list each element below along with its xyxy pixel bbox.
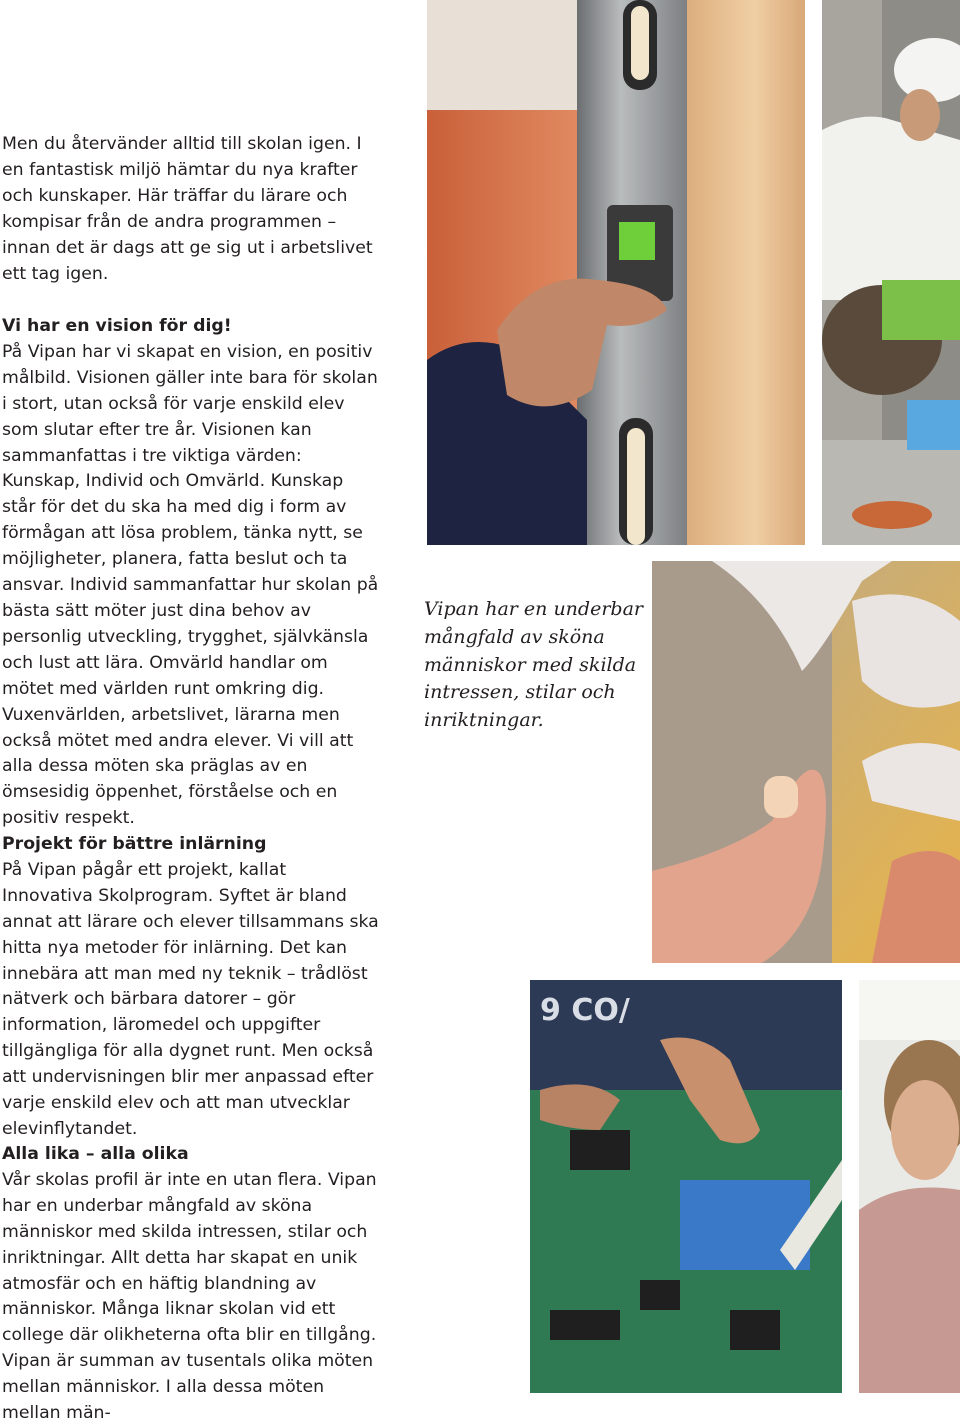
intro-section bbox=[2, 132, 380, 287]
projekt-paragraph: På Vipan pågår ett projekt, kallat Innovativa Skolprogram. Syftet är bland annat att lärare och elever tillsammans ska hitta nya metoder för inlärning. Det kan innebära att man med ny teknik – trådlöst nätverk och bärbara datorer – gör information, läromedel och uppgifter tillgängliga för alla dygnet runt. Men också att undervisningen blir mer anpassad efter varje enskild elev och att man utvecklar elevinflytandet. bbox=[2, 859, 379, 1139]
alla-section bbox=[2, 1142, 380, 1427]
photo-caption: Vipan har en underbar mångfald av sköna människor med skilda intressen, stilar och inriktningar. bbox=[424, 598, 643, 732]
alla-heading: Alla lika – alla olika bbox=[2, 1144, 189, 1164]
projekt-heading: Projekt för bättre inlärning bbox=[2, 834, 267, 854]
alla-paragraph: Vår skolas profil är inte en utan flera. Vipan har en underbar mångfald av sköna människor med skilda intressen, stilar och inriktningar. Allt detta har skapat en unik atmosfär och en häftig blandning av människor. Många liknar skolan vid ett college där olikheterna ofta blir en tillgång. Vipan är summan av tusentals olika möten mellan människor. I alla dessa möten mellan män- bbox=[2, 1169, 377, 1424]
vision-paragraph: På Vipan har vi skapat en vision, en positiv målbild. Visionen gäller inte bara för skolan i stort, utan också för varje enskild elev som slutar efter tre år. Visionen kan sammanfattas i tre viktiga värden: Kunskap, Individ och Omvärld. Kunskap står för det du ska ha med dig i form av förmågan att lösa problem, tänka nytt, se möjligheter, planera, fatta beslut och ta ansvar. Individ sammanfattar hur skolan på bästa sätt möter just dina behov av personlig utveckling, trygghet, självkänsla och lust att lära. Omvärld handlar om mötet med världen runt omkring dig. Vuxenvärlden, arbetslivet, lärarna men också mötet med andra elever. Vi vill att alla dessa möten ska präglas av en ömsesidig öppenhet, förståelse och en positiv respekt. bbox=[2, 341, 379, 829]
intro-paragraph: Men du återvänder alltid till skolan igen. I en fantastisk miljö hämtar du nya krafter och kunskaper. Här träffar du lärare och kompisar från de andra programmen – innan det är dags att ge sig ut i arbetslivet ett tag igen. bbox=[2, 134, 373, 284]
photo-gloved-hands bbox=[652, 561, 960, 963]
vision-section bbox=[2, 314, 380, 832]
vision-heading: Vi har en vision för dig! bbox=[2, 316, 232, 336]
photo-woman-portrait bbox=[859, 980, 960, 1393]
photo-chef-kitchen bbox=[822, 0, 960, 545]
photo-circuit-board bbox=[530, 980, 842, 1393]
svg-text:9 CO/: 9 CO/ bbox=[540, 993, 630, 1028]
projekt-section bbox=[2, 832, 380, 1143]
photo-spirit-level bbox=[427, 0, 805, 545]
